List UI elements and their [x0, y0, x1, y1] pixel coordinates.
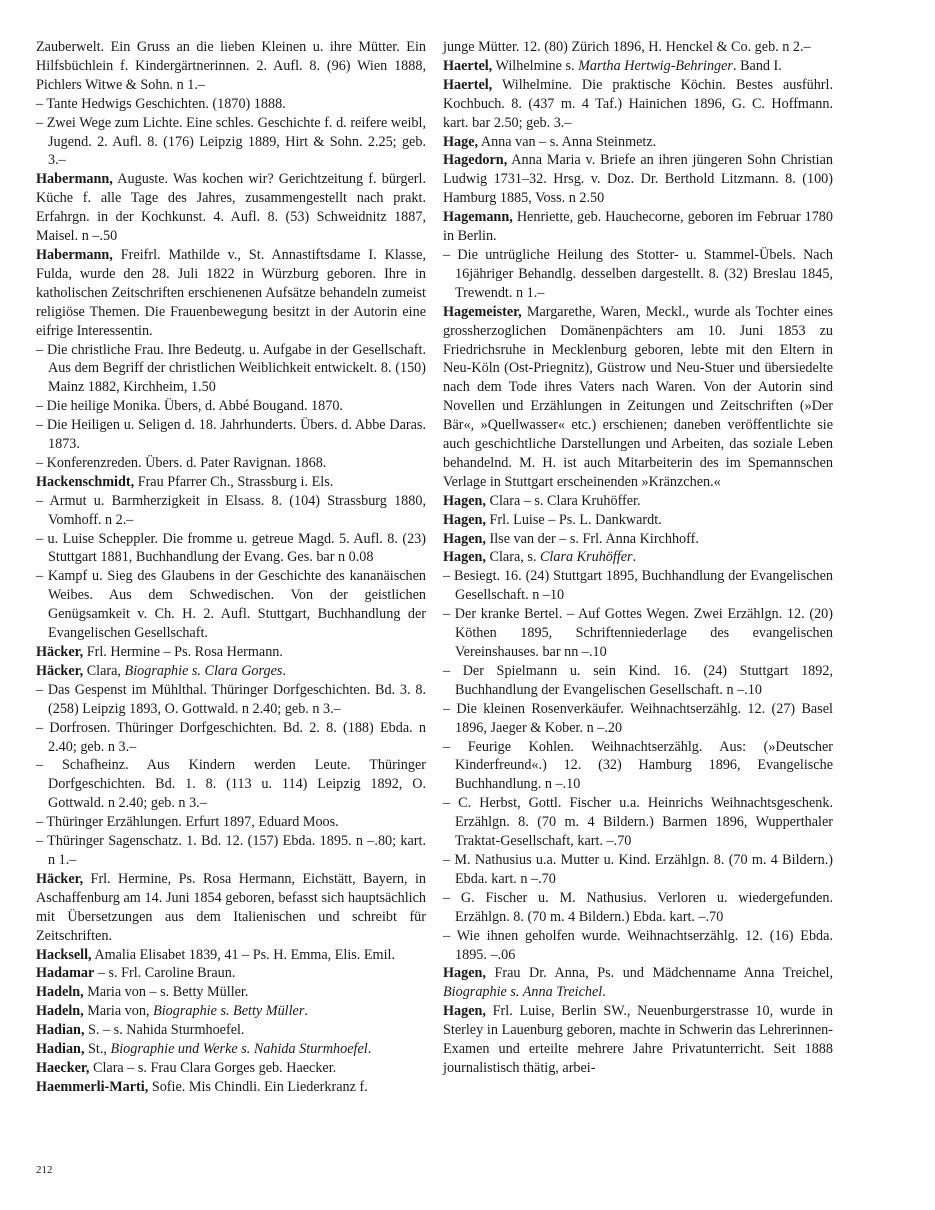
entry-headword: Hadeln,	[36, 1003, 84, 1020]
bibliography-entry	[36, 341, 426, 398]
entry-text: St.,	[84, 1041, 111, 1058]
entry-text: – Der kranke Bertel. – Auf Gottes Wegen. Zwei Erzählgn. 12. (20) Köthen 1895, Schriftenniederlage des evangelischen Vereinshauses. bar nn –.10	[443, 606, 833, 660]
bibliography-entry	[443, 605, 833, 662]
right-column	[443, 38, 833, 1078]
entry-text: – Besiegt. 16. (24) Stuttgart 1895, Buchhandlung der Evangelischen Gesellschaft. n –10	[443, 568, 833, 604]
entry-text: – Feurige Kohlen. Weihnachtserzählg. Aus: (»Deutscher Kinderfreund«.) 12. (32) Hamburg 1896, Evangelische Buchhandlung. n –.10	[443, 738, 833, 793]
entry-text: Frl. Hermine – Ps. Rosa Hermann.	[83, 644, 283, 660]
entry-text: Clara, s.	[485, 549, 540, 566]
entry-headword: Haertel,	[443, 57, 493, 74]
bibliography-entry	[36, 832, 426, 870]
entry-text: Auguste. Was kochen wir? Gerichtzeitung f. bürgerl. Küche f. alle Tage des Jahres, zusammengestellt nach prakt. Erfahrgn. in der Kochkunst. 4. Aufl. 8. (53) Schweidnitz 1887, Maisel. n –.50	[36, 171, 426, 245]
bibliography-entry	[36, 983, 426, 1002]
bibliography-entry	[443, 76, 833, 133]
entry-headword: Häcker,	[36, 644, 84, 660]
entry-headword: Häcker,	[36, 662, 84, 679]
entry-headword: Hagen,	[443, 530, 486, 547]
bibliography-entry	[36, 114, 426, 171]
entry-headword: Hagemann,	[443, 209, 513, 226]
entry-text: – Das Gespenst im Mühlthal. Thüringer Dorfgeschichten. Bd. 3. 8. (258) Leipzig 1893, O. Gottwald. n 2.40; geb. n 3.–	[36, 681, 426, 717]
entry-reference: Biographie und Werke s. Nahida Sturmhoefel	[110, 1041, 368, 1058]
bibliography-entry	[36, 813, 426, 832]
entry-headword: Hadeln,	[36, 984, 84, 1001]
entry-headword: Hagen,	[443, 511, 486, 528]
left-column	[36, 38, 426, 1097]
entry-text: Clara,	[83, 662, 125, 679]
entry-text: Freifrl. Mathilde v., St. Annastiftsdame I. Klasse, Fulda, wurde den 28. Juli 1822 in Würzburg geboren. Ihre in katholischen Zeitschriften erschienenen Aufsätze behandeln zumeist religiöse Themen. Die Frauenbewegung besitzt in der Autorin eine eifrige Interessentin.	[36, 246, 426, 339]
entry-headword: Habermann,	[36, 246, 113, 263]
bibliography-entry	[36, 964, 426, 983]
entry-text: Maria von – s. Betty Müller.	[83, 984, 249, 1001]
bibliography-entry	[443, 511, 833, 530]
bibliography-entry	[443, 38, 833, 57]
entry-headword: Hage,	[443, 133, 479, 150]
bibliography-entry	[443, 133, 833, 152]
bibliography-entry	[36, 95, 426, 114]
entry-tail: .	[304, 1003, 308, 1020]
entry-tail: .	[367, 1041, 372, 1058]
bibliography-entry	[36, 38, 426, 95]
bibliography-entry	[443, 303, 833, 492]
entry-headword: Hackenschmidt,	[36, 473, 135, 490]
entry-headword: Hagen,	[443, 549, 486, 566]
bibliography-entry	[36, 246, 426, 341]
entry-reference: Biographie s. Betty Müller	[153, 1003, 305, 1020]
bibliography-entry	[36, 946, 426, 965]
bibliography-entry	[36, 1021, 426, 1040]
entry-text: Frl. Hermine, Ps. Rosa Hermann, Eichstätt, Bayern, in Aschaffenburg am 14. Juni 1854 geboren, befasst sich hauptsächlich mit Übersetzungen aus dem Italienischen und schreibt für Zeitschriften.	[36, 870, 426, 944]
entry-text: Frl. Luise, Berlin SW., Neuenburgerstrasse 10, wurde in Sterley in Lauenburg geboren, machte in Schwerin das Lehrerinnen-Examen und erteilte mehrere Jahre Privatunterricht. Seit 1888 journalistisch thätig, arbei-	[443, 1003, 833, 1076]
entry-headword: Haemmerli-Marti,	[36, 1078, 149, 1095]
entry-text: Margarethe, Waren, Meckl., wurde als Tochter eines grossherzoglichen Domänenpächters am 10. Juni 1853 zu Friedrichsruhe in Mecklenburg geboren, lebte mit den Eltern in Neu-Köln (Ost-Priegnitz), Güstrow und Neu-Stuer und übersiedelte nach dem Tode ihres Vaters nach Waren. Von der Autorin sind Novellen und Erzählungen in Zeitungen und Zeitschriften (»Der Bär«, »Quellwasser« etc.) erschienen; daneben veröffentlichte sie auch geschichtliche Darstellungen und Arbeiten, das soziale Leben behandelnd. M. H. ist auch Mitarbeiterin des im Spemannschen Verlage in Stuttgart erscheinenden »Kränzchen.«	[443, 303, 833, 490]
entry-text: – u. Luise Scheppler. Die fromme u. getreue Magd. 5. Aufl. 8. (23) Stuttgart 1881, Buchhandlung der Evang. Ges. bar n 0.08	[36, 530, 426, 566]
entry-text: Amalia Elisabet 1839, 41 – Ps. H. Emma, Elis. Emil.	[91, 946, 396, 963]
entry-text: Wilhelmine s.	[492, 57, 579, 74]
entry-headword: Hagen,	[443, 492, 486, 509]
entry-headword: Häcker,	[36, 870, 84, 887]
entry-text: Frau Dr. Anna, Ps. und Mädchenname Anna Treichel,	[485, 965, 833, 982]
bibliography-entry	[443, 548, 833, 567]
entry-text: – Kampf u. Sieg des Glaubens in der Geschichte des kananäischen Weibes. Aus dem Schwedischen. Von der geistlichen Genügsamkeit v. Ch. H. 2. Aufl. Stuttgart, Buchhandlung der Evangelischen Gesellschaft.	[36, 568, 426, 642]
entry-headword: Hagen,	[443, 965, 486, 982]
entry-text: Frau Pfarrer Ch., Strassburg i. Els.	[134, 473, 334, 490]
bibliography-entry	[443, 738, 833, 795]
bibliography-entry	[36, 416, 426, 454]
bibliography-entry	[36, 473, 426, 492]
bibliography-entry	[36, 1002, 426, 1021]
bibliography-entry	[443, 1002, 833, 1078]
entry-text: Clara – s. Clara Kruhöffer.	[485, 492, 641, 509]
entry-headword: Hagemeister,	[443, 303, 522, 320]
bibliography-entry	[36, 1078, 426, 1097]
bibliography-entry	[36, 454, 426, 473]
entry-text: – Armut u. Barmherzigkeit in Elsass. 8. (104) Strassburg 1880, Vomhoff. n 2.–	[36, 492, 426, 528]
bibliography-entry	[443, 964, 833, 1002]
entry-text: – Schafheinz. Aus Kindern werden Leute. Thüringer Dorfgeschichten. Bd. 1. 8. (113 u. 114) Leipzig 1892, O. Gottwald. n 2.40; geb. n 3.–	[36, 757, 426, 812]
bibliography-entry	[36, 662, 426, 681]
bibliography-entry	[443, 851, 833, 889]
bibliography-entry	[36, 643, 426, 662]
entry-headword: Hadamar	[36, 965, 95, 982]
entry-headword: Hadian,	[36, 1041, 85, 1058]
entry-text: – Thüringer Erzählungen. Erfurt 1897, Eduard Moos.	[36, 814, 339, 831]
entry-tail: .	[602, 984, 606, 1001]
entry-reference: Clara Kruhöffer	[539, 549, 633, 566]
entry-text: – C. Herbst, Gottl. Fischer u.a. Heinrichs Weihnachtsgeschenk. Erzählgn. 8. (70 m. 4 Bildern.) Barmen 1896, Wupperthaler Traktat-Gesellschaft, kart. –.70	[443, 795, 833, 850]
bibliography-entry	[443, 567, 833, 605]
page-number: 212	[36, 1164, 53, 1176]
entry-headword: Haecker,	[36, 1059, 90, 1076]
bibliography-entry	[36, 492, 426, 530]
entry-headword: Hagedorn,	[443, 152, 508, 169]
entry-text: Frl. Luise – Ps. L. Dankwardt.	[485, 511, 662, 528]
bibliography-entry	[443, 662, 833, 700]
bibliography-entry	[36, 397, 426, 416]
entry-headword: Hadian,	[36, 1022, 85, 1039]
bibliography-entry	[36, 1059, 426, 1078]
entry-text: Anna Maria v. Briefe an ihren jüngeren Sohn Christian Ludwig 1731–32. Hrsg. v. Doz. Dr. Berthold Litzmann. 8. (100) Hamburg 1885, Voss. n 2.50	[443, 152, 833, 207]
entry-text: – Konferenzreden. Übers. d. Pater Ravignan. 1868.	[36, 454, 327, 471]
bibliography-entry	[443, 208, 833, 246]
entry-tail: .	[632, 549, 637, 566]
entry-headword: Hagen,	[443, 1003, 486, 1020]
entry-text: – Die untrügliche Heilung des Stotter- u. Stammel-Übels. Nach 16jähriger Behandlg. desselben dargestellt. 8. (32) Breslau 1845, Trewendt. n 1.–	[443, 246, 833, 301]
bibliography-entry	[36, 530, 426, 568]
entry-text: – Dorfrosen. Thüringer Dorfgeschichten. Bd. 2. 8. (188) Ebda. n 2.40; geb. n 3.–	[36, 719, 426, 755]
bibliography-entry	[36, 756, 426, 813]
entry-text: – Die christliche Frau. Ihre Bedeutg. u. Aufgabe in der Gesellschaft. Aus dem Begriff der christlichen Weiblichkeit entwickelt. 8. (150) Mainz 1882, Kirchheim, 1.50	[36, 341, 426, 396]
bibliography-entry	[36, 719, 426, 757]
entry-text: – M. Nathusius u.a. Mutter u. Kind. Erzählgn. 8. (70 m. 4 Bildern.) Ebda. kart. n –.70	[443, 851, 833, 887]
entry-text: Wilhelmine. Die praktische Köchin. Bestes ausführl. Kochbuch. 8. (437 m. 4 Taf.) Hainichen 1896, G. C. Hoffmann. kart. bar 2.50; geb. 3.–	[443, 76, 833, 131]
entry-text: Zauberwelt. Ein Gruss an die lieben Kleinen u. ihre Mütter. Ein Hilfsbüchlein f. Kindergärtnerinnen. 2. Aufl. 8. (96) Wien 1888, Pichlers Witwe & Sohn. n 1.–	[36, 39, 426, 93]
entry-text: – Tante Hedwigs Geschichten. (1870) 1888.	[36, 95, 286, 112]
entry-text: – Die Heiligen u. Seligen d. 18. Jahrhunderts. Übers. d. Abbe Daras. 1873.	[36, 417, 426, 453]
entry-text: – Thüringer Sagenschatz. 1. Bd. 12. (157) Ebda. 1895. n –.80; kart. n 1.–	[36, 833, 426, 868]
bibliography-entry	[443, 151, 833, 208]
entry-text: – s. Frl. Caroline Braun.	[94, 965, 236, 982]
entry-text: Clara – s. Frau Clara Gorges geb. Haecker.	[89, 1059, 337, 1076]
bibliography-entry	[443, 794, 833, 851]
entry-headword: Habermann,	[36, 171, 113, 188]
entry-text: Henriette, geb. Hauchecorne, geboren im Februar 1780 in Berlin.	[443, 209, 833, 245]
bibliography-entry	[36, 170, 426, 246]
entry-text: junge Mütter. 12. (80) Zürich 1896, H. Henckel & Co. geb. n 2.–	[443, 39, 811, 55]
entry-text: S. – s. Nahida Sturmhoefel.	[84, 1022, 245, 1039]
entry-tail: .	[282, 662, 286, 679]
bibliography-entry	[443, 530, 833, 549]
bibliography-entry	[443, 246, 833, 303]
entry-text: Anna van – s. Anna Steinmetz.	[478, 133, 657, 150]
bibliography-entry	[443, 700, 833, 738]
entry-text: – Der Spielmann u. sein Kind. 16. (24) Stuttgart 1892, Buchhandlung der Evangelischen Gesellschaft. n –.10	[443, 662, 833, 698]
bibliography-entry	[36, 1040, 426, 1059]
entry-tail: . Band I.	[732, 57, 782, 74]
entry-text: – Wie ihnen geholfen wurde. Weihnachtserzählg. 12. (16) Ebda. 1895. –.06	[443, 927, 833, 963]
entry-reference: Biographie s. Clara Gorges	[124, 662, 283, 679]
bibliography-entry	[443, 57, 833, 76]
bibliography-entry	[36, 870, 426, 946]
bibliography-entry	[36, 567, 426, 643]
entry-text: Maria von,	[83, 1003, 154, 1020]
entry-text: – Die kleinen Rosenverkäufer. Weihnachtserzählg. 12. (27) Basel 1896, Jaeger & Kober. n –.20	[443, 700, 833, 736]
entry-text: Sofie. Mis Chindli. Ein Liederkranz f.	[148, 1078, 368, 1095]
entry-text: Ilse van der – s. Frl. Anna Kirchhoff.	[485, 530, 699, 547]
bibliography-entry	[36, 681, 426, 719]
entry-text: – Zwei Wege zum Lichte. Eine schles. Geschichte f. d. reifere weibl, Jugend. 2. Aufl. 8. (176) Leipzig 1889, Hirt & Sohn. 2.25; geb. 3.–	[36, 114, 426, 169]
bibliography-entry	[443, 889, 833, 927]
bibliography-entry	[443, 927, 833, 965]
entry-text: – Die heilige Monika. Übers, d. Abbé Bougand. 1870.	[36, 398, 343, 415]
bibliography-entry	[443, 492, 833, 511]
entry-reference: Martha Hertwig-Behringer	[578, 57, 733, 74]
entry-headword: Haertel,	[443, 76, 493, 93]
entry-reference: Biographie s. Anna Treichel	[443, 984, 603, 1001]
entry-text: – G. Fischer u. M. Nathusius. Verloren u. wiedergefunden. Erzählgn. 8. (70 m. 4 Bildern.) Ebda. kart. –.70	[443, 889, 833, 925]
entry-headword: Hacksell,	[36, 946, 92, 963]
